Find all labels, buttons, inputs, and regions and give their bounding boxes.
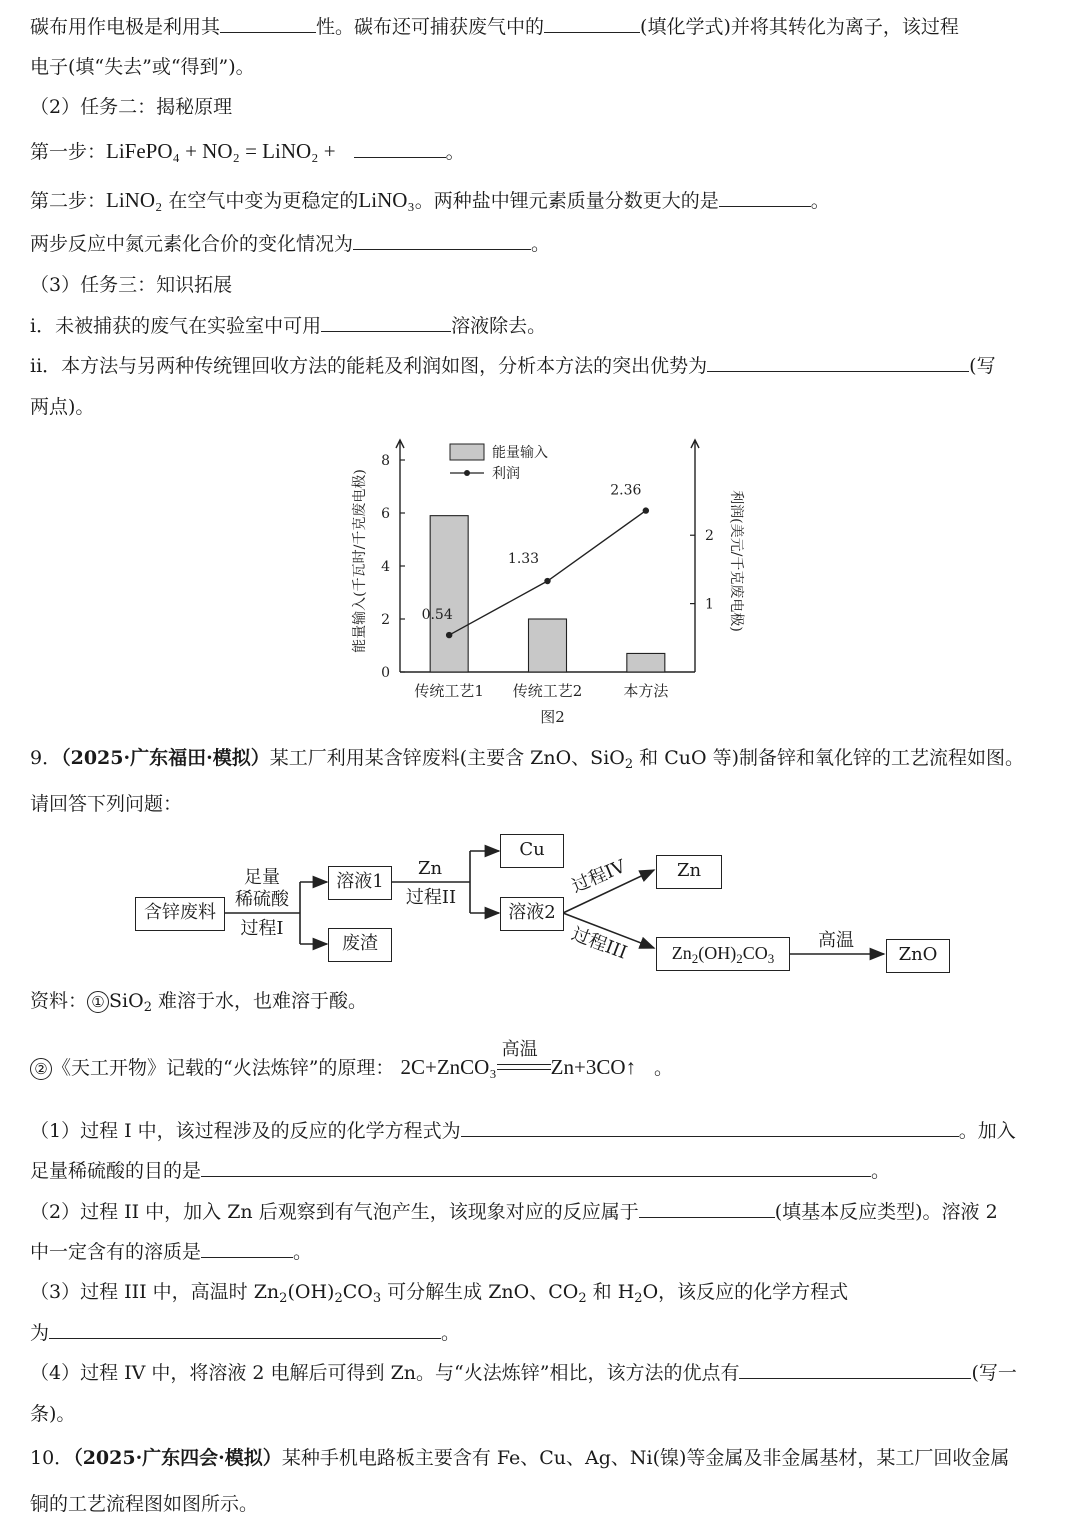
flow-box-zno: ZnO (886, 939, 950, 973)
step-two: 第二步：LiNO₂ 在空气中变为更稳定的LiNO₃。两种盐中锂元素质量分数更大的是 。 (30, 188, 830, 212)
profit-data-label: 1.33 (507, 551, 540, 568)
task-heading: （3）任务三：知识拓展 (30, 274, 233, 296)
answer-blank[interactable] (201, 1158, 871, 1177)
question-9-3: （3）过程 III 中，高温时 $Zn_2(OH)_2CO_3$ 可分解生成 ZnO、$CO_2$ 和 $H_2O$，该反应的化学方程式 (30, 1281, 849, 1306)
flow-box-residue: 废渣 (328, 928, 392, 962)
text: 电子(填“失去”或“得到”)。 (30, 56, 255, 78)
question-9-4-cont: 条)。 (30, 1403, 76, 1425)
text: 碳布用作电极是利用其 (30, 16, 221, 38)
flow-label-process-4: 过程IV (568, 855, 629, 898)
y-tick-label-right: 1 (705, 596, 714, 613)
answer-blank[interactable] (49, 1320, 441, 1339)
paragraph-carbon-cloth (30, 14, 1058, 40)
energy-profit-chart (340, 430, 760, 730)
step-one: 第一步：LiFePO₄ + NO₂ = LiNO₂ + 。 (30, 139, 465, 163)
flow-box-zn: Zn (656, 855, 722, 889)
text: (填化学式)并将其转化为离子，该过程 (640, 16, 959, 38)
formula: LiNO₂ (106, 188, 163, 212)
question-9-3-cont: 为 。 (30, 1322, 461, 1344)
formula: LiNO₃ (358, 188, 415, 212)
question-10-stem: 10．（2025·广东四会·模拟）某种手机电路板主要含有 Fe、Cu、Ag、Ni(镍)等金属及非金属基材，某工厂回收金属 (30, 1447, 1010, 1469)
reference-2: ② 《天工开物》记载的“火法炼锌”的原理： 2C+ZnCO₃ 高温 Zn+3CO↑ 。 (30, 1052, 1058, 1083)
profit-data-label: 0.54 (421, 607, 453, 624)
answer-blank[interactable] (639, 1199, 775, 1218)
question-source: （2025·广东四会·模拟） (73, 1447, 282, 1469)
text: 性。碳布还可捕获废气中的 (316, 16, 545, 38)
flow-box-raw-material: 含锌废料 (135, 897, 225, 931)
answer-blank[interactable] (719, 188, 811, 207)
question-9-prompt: 请回答下列问题： (30, 793, 183, 815)
question-9-1-cont: 足量稀硫酸的目的是 。 (30, 1160, 891, 1182)
profit-data-label: 2.36 (610, 482, 642, 499)
question-ii-cont: 两点)。 (30, 396, 95, 418)
flow-box-basic-zinc-carbonate: $Zn_2(OH)_2CO_3$ (656, 937, 790, 971)
answer-blank[interactable] (739, 1360, 971, 1379)
flow-box-cu: Cu (500, 834, 564, 868)
answer-blank[interactable] (353, 231, 531, 250)
question-9-stem: 9．（2025·广东福田·模拟）某工厂利用某含锌废料(主要含 ZnO、SiO$_2$ 和 CuO 等)制备锌和氧化锌的工艺流程如图。 (30, 747, 1025, 772)
x-tick-label: 本方法 (623, 682, 669, 700)
profit-point (643, 507, 649, 513)
profit-line (449, 511, 646, 635)
chart-title: 图2 (540, 708, 565, 726)
flow-label-process-1: 过程I (240, 918, 284, 939)
legend-label-profit: 利润 (492, 466, 520, 482)
bar-energy-input (627, 653, 665, 672)
reaction-condition: 高温 (497, 1059, 551, 1079)
question-9-2: （2）过程 II 中，加入 Zn 后观察到有气泡产生，该现象对应的反应属于 (填基本反应类型)。溶液 2 (30, 1201, 998, 1223)
equation-right: Zn+3CO↑ (550, 1055, 636, 1079)
circled-number: ② (30, 1058, 52, 1080)
profit-point (446, 632, 452, 638)
equation: LiFePO₄ + NO₂ = LiNO₂ + (106, 139, 336, 163)
y-tick-label-left: 8 (381, 453, 390, 469)
y-tick-label-right: 2 (705, 528, 714, 545)
y-tick-label-left: 4 (381, 559, 390, 575)
bar-energy-input (529, 619, 567, 672)
flow-box-solution-1: 溶液1 (328, 866, 392, 900)
task-heading: （2）任务二：揭秘原理 (30, 96, 233, 118)
step-three: 两步反应中氮元素化合价的变化情况为 。 (30, 233, 551, 255)
flow-label-reagent: 足量 (244, 867, 280, 888)
y-tick-label-left: 0 (381, 665, 390, 681)
answer-blank[interactable] (321, 313, 451, 332)
answer-blank[interactable] (354, 139, 446, 158)
circled-number: ① (87, 991, 109, 1013)
paragraph-line (30, 54, 1058, 80)
y-tick-label-left: 6 (381, 506, 390, 522)
legend-swatch-bar (450, 444, 484, 460)
question-9-2-cont: 中一定含有的溶质是 。 (30, 1241, 313, 1263)
x-tick-label: 传统工艺2 (512, 682, 583, 700)
question-9-1: （1）过程 I 中，该过程涉及的反应的化学方程式为 。加入 (30, 1120, 1016, 1142)
answer-blank[interactable] (201, 1239, 293, 1258)
equation-left: 2C+ZnCO₃ (400, 1055, 497, 1079)
answer-blank[interactable] (707, 353, 969, 372)
bar-energy-input (430, 516, 468, 672)
answer-blank[interactable] (461, 1118, 959, 1137)
y-axis-label-left: 能量输入(千瓦时/千克废电极) (352, 469, 368, 653)
legend-swatch-point (464, 470, 470, 476)
reference-1: 资料： ① SiO$_2$ 难溶于水，也难溶于酸。 (30, 990, 368, 1015)
answer-blank[interactable] (544, 14, 640, 33)
y-axis-label-right: 利润(美元/千克废电极) (728, 490, 744, 632)
flow-label-process-2: 过程II (405, 887, 457, 908)
flow-label-process-3: 过程III (568, 923, 630, 964)
flow-box-solution-2: 溶液2 (500, 897, 564, 931)
question-source: （2025·广东福田·模拟） (61, 747, 270, 769)
legend-label-energy: 能量输入 (492, 445, 548, 461)
question-9-4: （4）过程 IV 中，将溶液 2 电解后可得到 Zn。与“火法炼锌”相比，该方法的优点有 (写一 (30, 1362, 1017, 1384)
x-tick-label: 传统工艺1 (414, 682, 484, 700)
profit-point (544, 578, 550, 584)
flow-label-zn-reagent: Zn (417, 858, 443, 879)
flow-label-reagent: 稀硫酸 (235, 889, 289, 910)
question-i: i．未被捕获的废气在实验室中可用 溶液除去。 (30, 315, 547, 337)
y-tick-label-left: 2 (381, 612, 390, 628)
answer-blank[interactable] (220, 14, 316, 33)
question-ii: ii．本方法与另两种传统锂回收方法的能耗及利润如图，分析本方法的突出优势为 (写 (30, 355, 996, 377)
flow-label-high-temp: 高温 (818, 930, 854, 951)
question-10-stem-cont: 铜的工艺流程图如图所示。 (30, 1493, 259, 1515)
